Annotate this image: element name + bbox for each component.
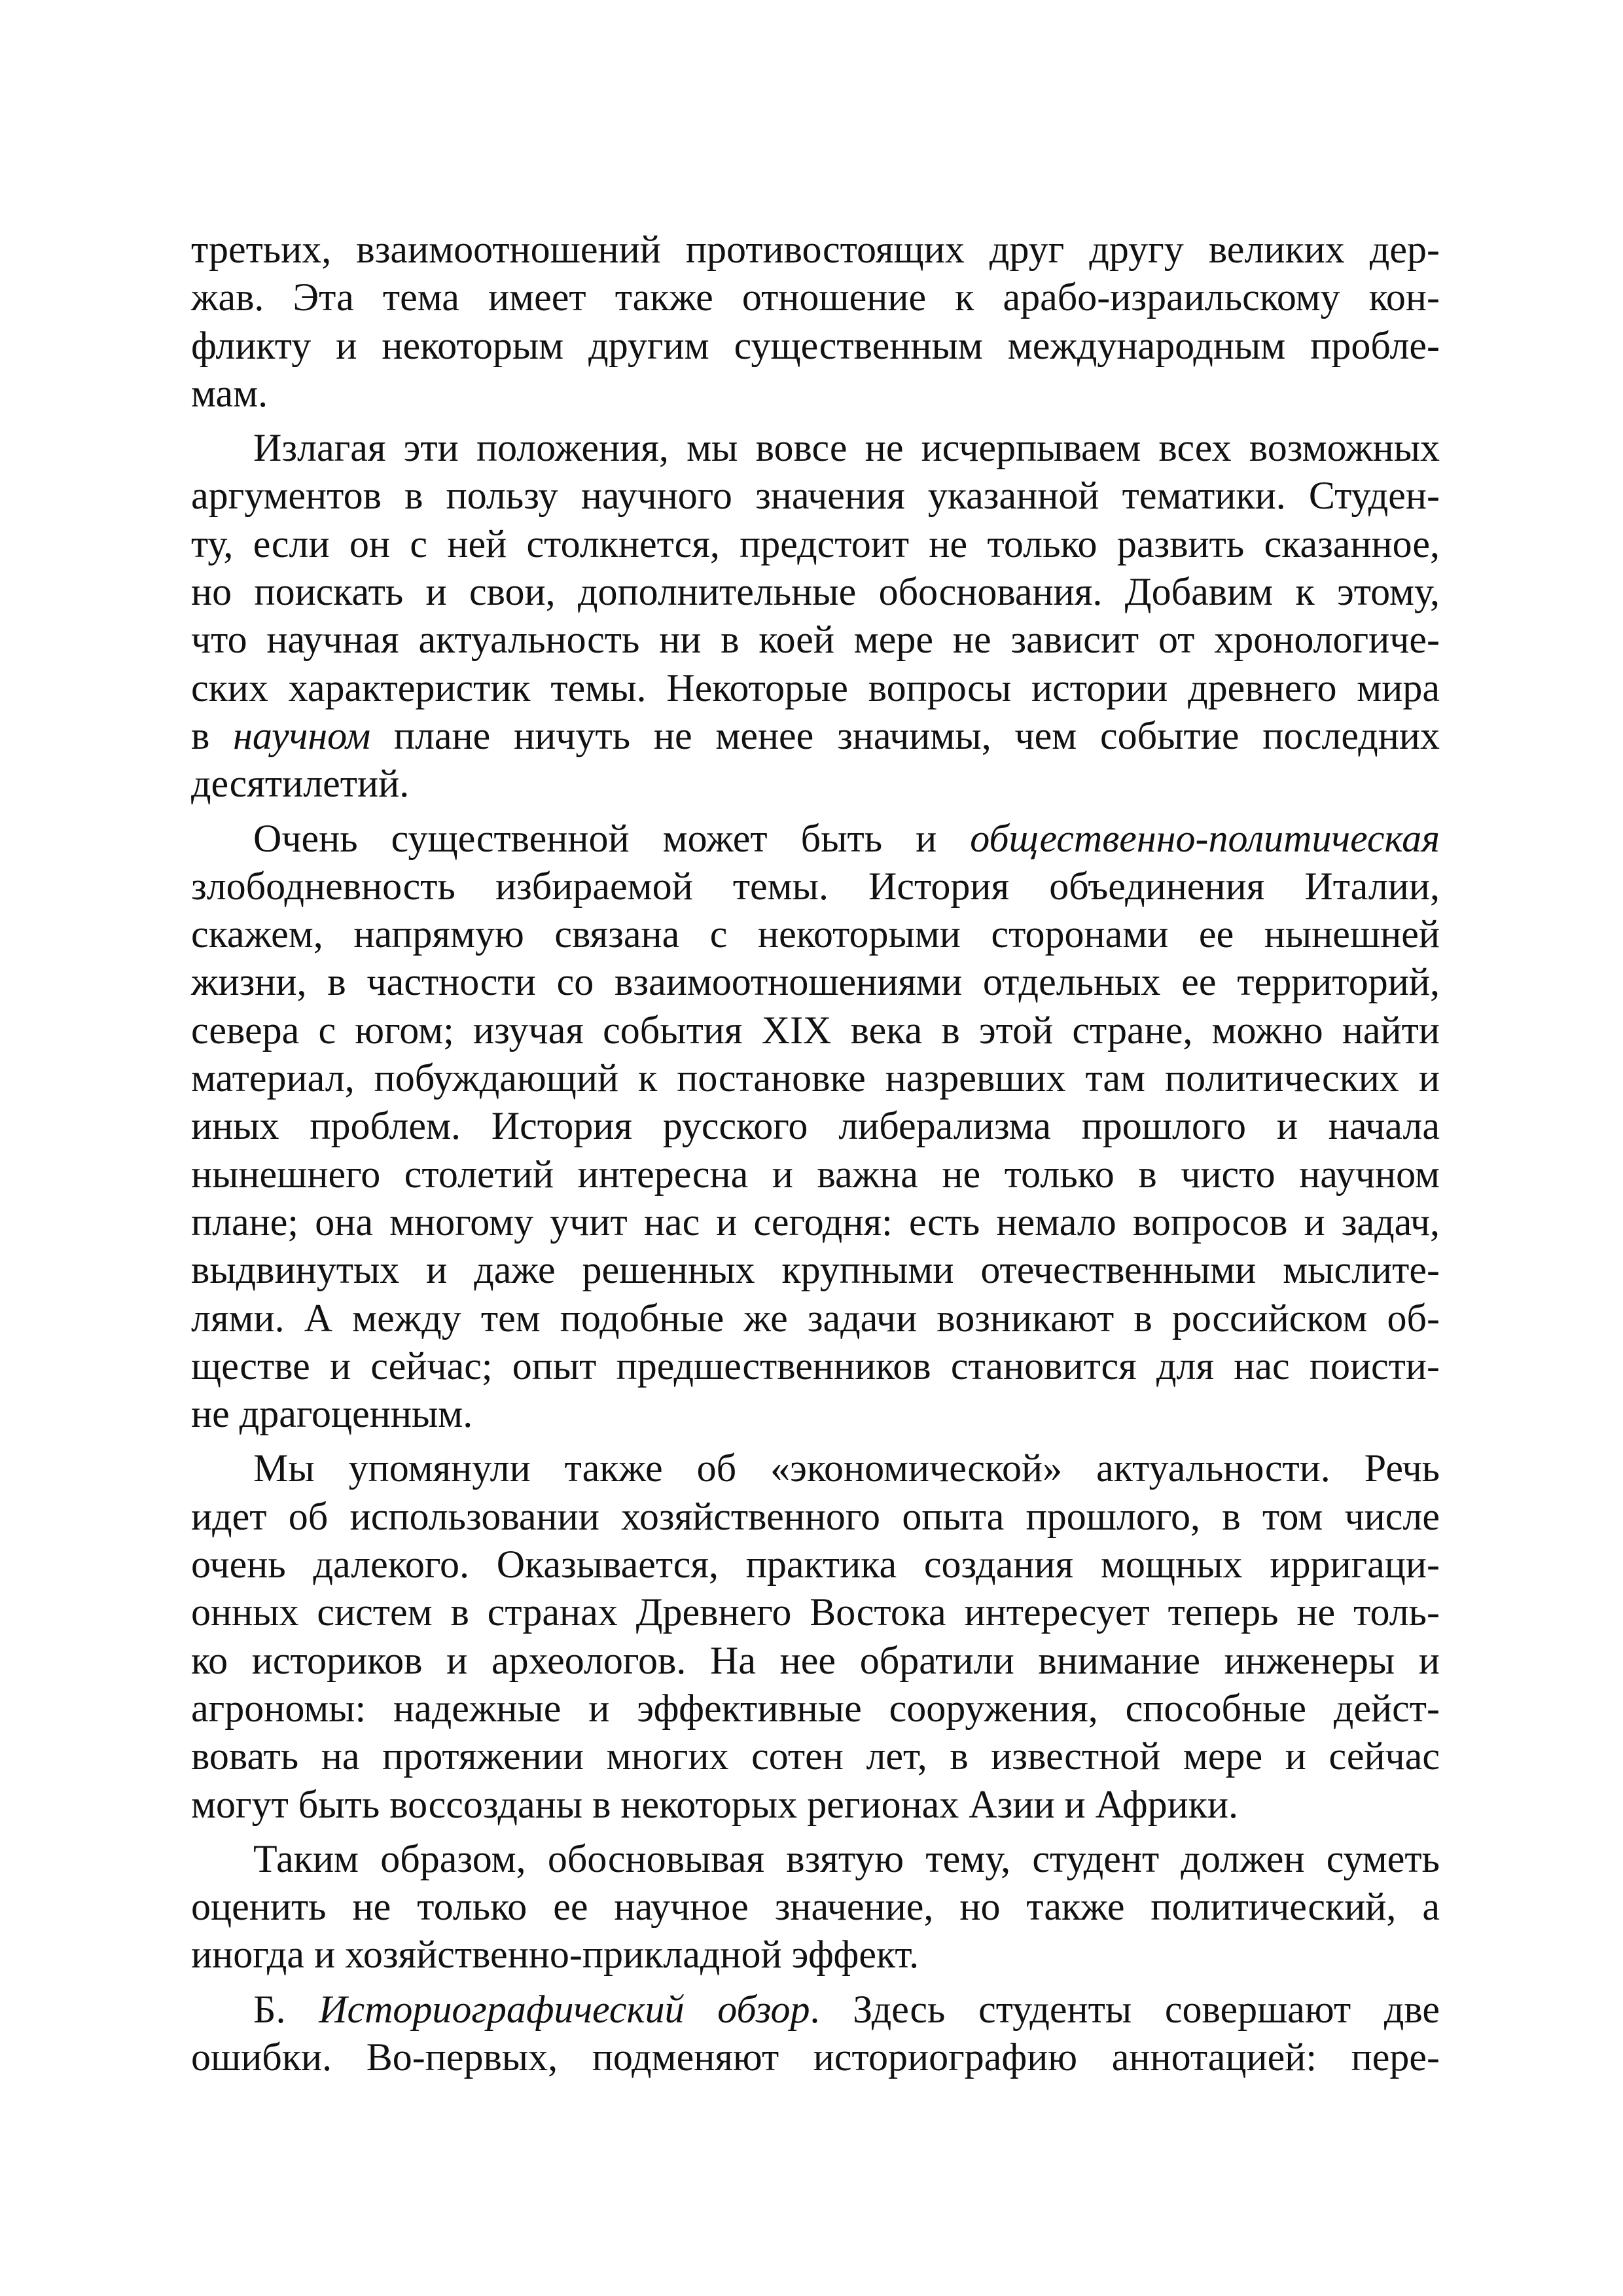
text-line: жизни, в частности со взаимоотношениями отдельных ее территорий,: [191, 960, 1440, 1004]
text-line: могут быть воссозданы в некоторых регионах Азии и Африки.: [191, 1782, 1238, 1826]
text-segment: плане ничуть не менее значимы, чем событие последних: [370, 713, 1440, 757]
paragraph: [191, 1444, 1440, 1828]
text-line: Таким образом, обосновывая взятую тему, студент должен суметь: [253, 1837, 1440, 1880]
text-line: аргументов в пользу научного значения указанной тематики. Студен-: [191, 474, 1440, 518]
text-line: материал, побуждающий к постановке назревших там политических и: [191, 1056, 1440, 1100]
text-line: севера с югом; изучая события XIX века в этой стране, можно найти: [191, 1008, 1440, 1052]
text-line: десятилетий.: [191, 762, 410, 806]
paragraph: [191, 226, 1440, 418]
italic-term: научном: [233, 713, 371, 757]
text-segment: . Здесь студенты совершают две: [810, 1987, 1440, 2031]
text-line: иных проблем. История русского либерализма прошлого и начала: [191, 1104, 1440, 1148]
text-line: онных систем в странах Древнего Востока интересует теперь не толь-: [191, 1590, 1440, 1634]
text-line: Мы упомянули также об «экономической» актуальности. Речь: [253, 1446, 1440, 1490]
text-line: Излагая эти положения, мы вовсе не исчерпываем всех возможных: [253, 426, 1440, 470]
text-line: выдвинутых и даже решенных крупными отечественными мыслите-: [191, 1248, 1440, 1292]
text-segment: в: [191, 713, 234, 757]
paragraph: [191, 815, 1440, 1439]
text-segment: Очень существенной может быть и: [253, 816, 971, 860]
italic-term: общественно-политическая: [970, 816, 1440, 860]
text-line: оценить не только ее научное значение, но также политический, а: [191, 1885, 1440, 1929]
text-line: ществе и сейчас; опыт предшественников становится для нас поисти-: [191, 1344, 1440, 1388]
text-line: [191, 815, 1440, 863]
text-line: плане; она многому учит нас и сегодня: есть немало вопросов и задач,: [191, 1200, 1440, 1244]
text-line: очень далекого. Оказывается, практика создания мощных ирригаци-: [191, 1543, 1440, 1587]
text-line: ошибки. Во-первых, подменяют историографию аннотацией: пере-: [191, 2035, 1440, 2079]
text-line: ко историков и археологов. На нее обратили внимание инженеры и: [191, 1638, 1440, 1682]
paragraph: [191, 424, 1440, 808]
text-line: что научная актуальность ни в коей мере не зависит от хронологиче-: [191, 618, 1440, 662]
paragraph: [191, 1835, 1440, 1979]
text-line: лями. А между тем подобные же задачи возникают в российском об-: [191, 1296, 1440, 1340]
text-line: [191, 1986, 1440, 2034]
italic-term: Историографический обзор: [319, 1987, 810, 2031]
text-line: идет об использовании хозяйственного опыта прошлого, в том числе: [191, 1494, 1440, 1538]
text-line: [191, 712, 1440, 760]
text-line: фликту и некоторым другим существенным международным пробле-: [191, 323, 1440, 367]
text-line: но поискать и свои, дополнительные обоснования. Добавим к этому,: [191, 570, 1440, 614]
text-line: ту, если он с ней столкнется, предстоит не только развить сказанное,: [191, 522, 1440, 565]
text-line: агрономы: надежные и эффективные сооружения, способные дейст-: [191, 1686, 1440, 1730]
text-line: вовать на протяжении многих сотен лет, в известной мере и сейчас: [191, 1734, 1440, 1778]
text-line: нынешнего столетий интересна и важна не только в чисто научном: [191, 1152, 1440, 1196]
text-line: иногда и хозяйственно-прикладной эффект.: [191, 1933, 919, 1977]
text-line: третьих, взаимоотношений противостоящих друг другу великих дер-: [191, 228, 1440, 271]
text-line: скажем, напрямую связана с некоторыми сторонами ее нынешней: [191, 912, 1440, 956]
text-segment: Б.: [253, 1987, 319, 2031]
text-line: мам.: [191, 371, 268, 415]
paragraph: [191, 1986, 1440, 2082]
text-line: не драгоценным.: [191, 1392, 473, 1436]
document-page: [191, 226, 1440, 2081]
text-line: ских характеристик темы. Некоторые вопросы истории древнего мира: [191, 666, 1440, 709]
text-line: жав. Эта тема имеет также отношение к арабо-израильскому кон-: [191, 276, 1440, 319]
text-line: злободневность избираемой темы. История объединения Италии,: [191, 864, 1440, 908]
